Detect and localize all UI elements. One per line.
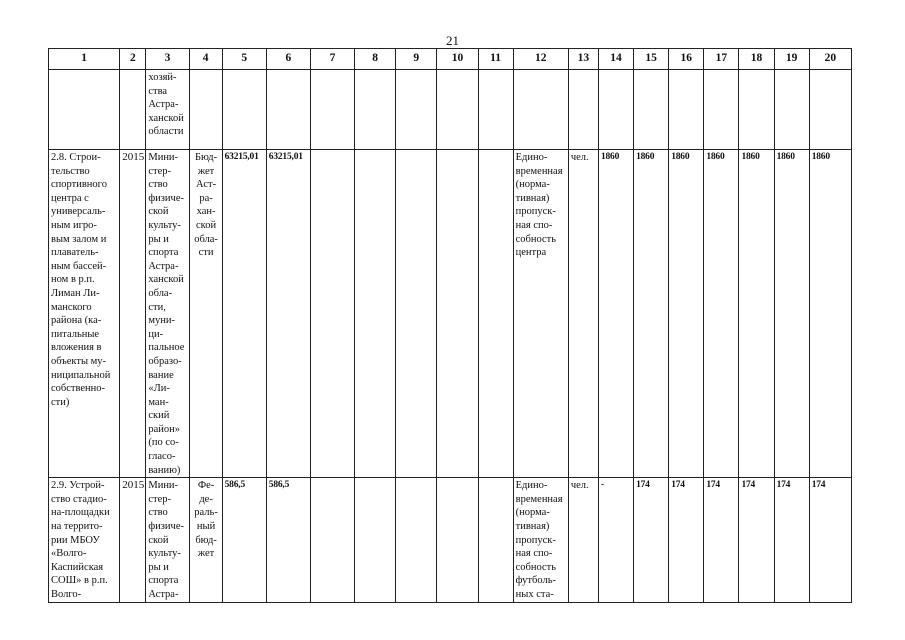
header-cell: 1 bbox=[49, 49, 120, 70]
cell-empty bbox=[568, 70, 598, 150]
header-cell: 4 bbox=[189, 49, 222, 70]
cell-empty bbox=[189, 70, 222, 150]
header-cell: 6 bbox=[266, 49, 310, 70]
measure-name-cell: 2.9. Устрой- ство стадио- на-площадки на террито- рии МБОУ «Волго- Каспийская СОШ» в р.п. Волго- bbox=[49, 478, 120, 602]
header-cell: 13 bbox=[568, 49, 598, 70]
cell-empty bbox=[478, 150, 513, 478]
cell-empty bbox=[222, 70, 266, 150]
cell-empty bbox=[49, 70, 120, 150]
header-cell: 2 bbox=[120, 49, 146, 70]
cell-empty bbox=[396, 150, 437, 478]
indicator-value-cell: 174 bbox=[809, 478, 851, 602]
indicator-value-cell: 1860 bbox=[704, 150, 739, 478]
cell-empty bbox=[396, 478, 437, 602]
indicator-value-cell: 1860 bbox=[669, 150, 704, 478]
header-cell: 3 bbox=[146, 49, 189, 70]
total-amount-cell: 63215,01 bbox=[222, 150, 266, 478]
header-cell: 5 bbox=[222, 49, 266, 70]
program-table bbox=[48, 48, 852, 603]
executor-cell: Мини- стер- ство физиче- ской культу- ры и спорта Астра- bbox=[146, 478, 189, 602]
cell-empty bbox=[310, 478, 354, 602]
year-cell: 2015 bbox=[120, 478, 146, 602]
cell-empty bbox=[704, 70, 739, 150]
header-cell: 15 bbox=[634, 49, 669, 70]
indicator-value-cell: 1860 bbox=[598, 150, 633, 478]
indicator-name-cell: Едино- временная (норма- тивная) пропуск- ная спо- собность центра bbox=[513, 150, 568, 478]
header-cell: 7 bbox=[310, 49, 354, 70]
cell-empty bbox=[437, 478, 478, 602]
cell-empty bbox=[310, 150, 354, 478]
executor-cell: хозяй- ства Астра- ханской области bbox=[146, 70, 189, 150]
cell-empty bbox=[669, 70, 704, 150]
cell-empty bbox=[634, 70, 669, 150]
indicator-name-cell: Едино- временная (норма- тивная) пропуск- ная спо- собность футболь- ных ста- bbox=[513, 478, 568, 602]
cell-empty bbox=[120, 70, 146, 150]
header-cell: 18 bbox=[739, 49, 774, 70]
indicator-value-cell: 1860 bbox=[634, 150, 669, 478]
year-amount-cell: 63215,01 bbox=[266, 150, 310, 478]
cell-empty bbox=[437, 70, 478, 150]
year-amount-cell: 586,5 bbox=[266, 478, 310, 602]
column-number-row bbox=[49, 49, 852, 70]
page-number: 21 bbox=[446, 33, 459, 48]
header-cell: 17 bbox=[704, 49, 739, 70]
cell-empty bbox=[513, 70, 568, 150]
funding-source-cell: Бюд- жет Аст- ра- хан- ской обла- сти bbox=[189, 150, 222, 478]
cell-empty bbox=[310, 70, 354, 150]
indicator-value-cell: 174 bbox=[669, 478, 704, 602]
continued-row bbox=[49, 70, 852, 150]
cell-empty bbox=[355, 70, 396, 150]
executor-cell: Мини- стер- ство физиче- ской культу- ры и спорта Астра- ханской обла- сти, муни- ци- пальное образо- вание «Ли- ман- ский район» (по со- гласо- ванию) bbox=[146, 150, 189, 478]
cell-empty bbox=[437, 150, 478, 478]
header-cell: 10 bbox=[437, 49, 478, 70]
indicator-value-cell: 174 bbox=[739, 478, 774, 602]
header-cell: 11 bbox=[478, 49, 513, 70]
cell-empty bbox=[598, 70, 633, 150]
indicator-value-cell: 1860 bbox=[774, 150, 809, 478]
cell-empty bbox=[739, 70, 774, 150]
indicator-value-cell: 174 bbox=[634, 478, 669, 602]
cell-empty bbox=[478, 70, 513, 150]
header-cell: 8 bbox=[355, 49, 396, 70]
header-cell: 12 bbox=[513, 49, 568, 70]
cell-empty bbox=[355, 150, 396, 478]
header-cell: 19 bbox=[774, 49, 809, 70]
header-cell: 14 bbox=[598, 49, 633, 70]
cell-empty bbox=[396, 70, 437, 150]
funding-source-cell: Фе- де- раль- ный бюд- жет bbox=[189, 478, 222, 602]
indicator-value-cell: 1860 bbox=[739, 150, 774, 478]
header-cell: 9 bbox=[396, 49, 437, 70]
indicator-value-cell: 174 bbox=[774, 478, 809, 602]
cell-empty bbox=[355, 478, 396, 602]
cell-empty bbox=[774, 70, 809, 150]
indicator-value-cell: - bbox=[598, 478, 633, 602]
unit-cell: чел. bbox=[568, 150, 598, 478]
cell-empty bbox=[266, 70, 310, 150]
header-cell: 16 bbox=[669, 49, 704, 70]
header-cell: 20 bbox=[809, 49, 851, 70]
indicator-value-cell: 1860 bbox=[809, 150, 851, 478]
total-amount-cell: 586,5 bbox=[222, 478, 266, 602]
year-cell: 2015 bbox=[120, 150, 146, 478]
table-row-2-9 bbox=[49, 478, 852, 602]
cell-empty bbox=[809, 70, 851, 150]
unit-cell: чел. bbox=[568, 478, 598, 602]
indicator-value-cell: 174 bbox=[704, 478, 739, 602]
cell-empty bbox=[478, 478, 513, 602]
measure-name-cell: 2.8. Строи- тельство спортивного центра с универсаль- ным игро- вым залом и плаватель- ным бассей- ном в р.п. Лиман Ли- манского района (ка- питальные вложения в объекты му- ниципальной собственно- сти) bbox=[49, 150, 120, 478]
table-row-2-8 bbox=[49, 150, 852, 478]
